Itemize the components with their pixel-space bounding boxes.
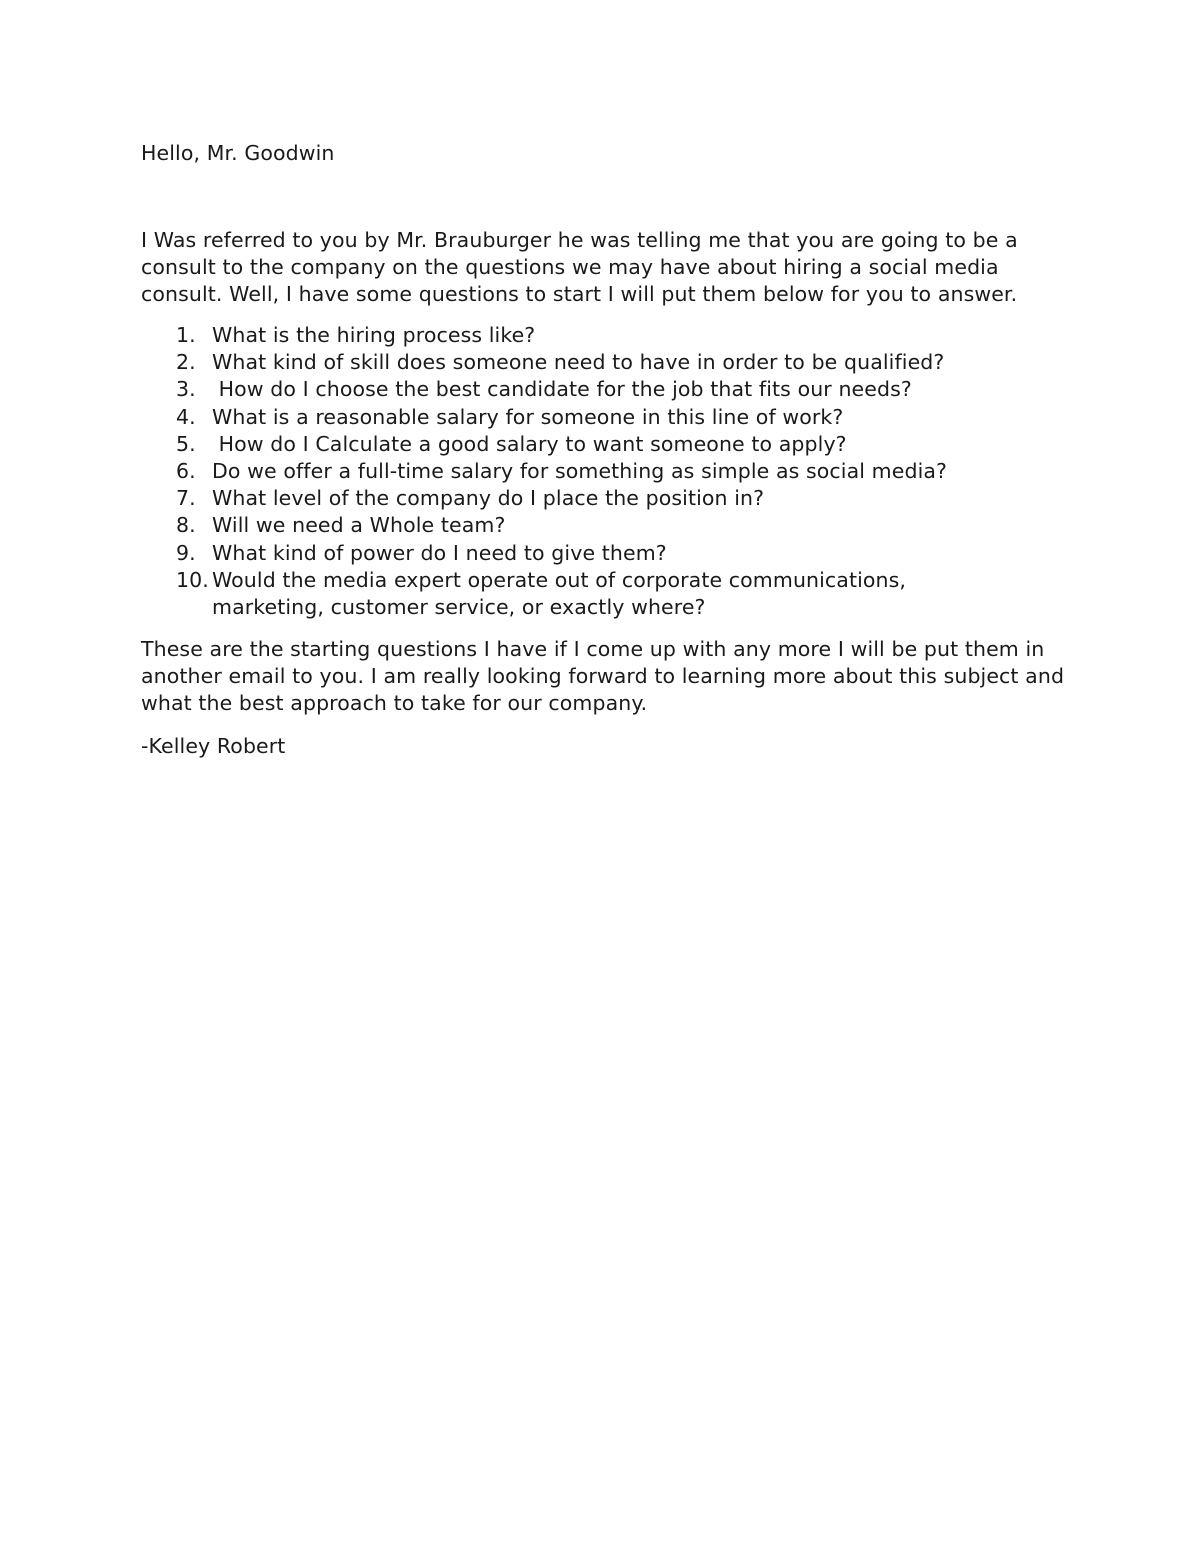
list-item-text: How do I choose the best candidate for the job that fits our needs? xyxy=(212,377,912,402)
list-item xyxy=(141,431,1071,458)
list-item-text: Will we need a Whole team? xyxy=(212,513,506,538)
list-item-text: What is the hiring process like? xyxy=(212,323,536,347)
list-item-text: What kind of skill does someone need to have in order to be qualified? xyxy=(212,350,945,375)
list-item xyxy=(141,404,1071,431)
list-item-text: Would the media expert operate out of corporate communications, marketing, customer service, or exactly where? xyxy=(212,567,907,620)
questions-list xyxy=(141,322,1071,621)
intro-paragraph: I Was referred to you by Mr. Brauburger he was telling me that you are going to be a consult to the company on the questions we may have about hiring a social media consult. Well, I have some questions to start I will put them below for you to answer. xyxy=(141,228,1018,306)
list-item xyxy=(141,485,1071,512)
list-item-number: 2. xyxy=(176,350,196,375)
list-item xyxy=(141,322,1071,349)
list-item xyxy=(141,458,1071,485)
list-item xyxy=(141,349,1071,376)
list-item-number: 6. xyxy=(176,459,196,484)
list-item xyxy=(141,540,1071,567)
list-item-text: How do I Calculate a good salary to want someone to apply? xyxy=(212,431,847,456)
list-item-number: 8. xyxy=(176,513,196,538)
list-item-number: 5. xyxy=(176,431,196,456)
list-item xyxy=(141,512,1071,539)
list-item-text: What is a reasonable salary for someone in this line of work? xyxy=(212,404,844,429)
list-item-number: 9. xyxy=(176,540,196,565)
greeting-line: Hello, Mr. Goodwin xyxy=(141,141,335,165)
list-item-number: 1. xyxy=(176,323,196,347)
list-item-number: 10. xyxy=(176,567,209,592)
list-item-number: 7. xyxy=(176,486,196,511)
list-item-number: 3. xyxy=(176,377,196,402)
list-item-text: What kind of power do I need to give them? xyxy=(212,540,667,565)
list-item-text: Do we offer a full-time salary for something as simple as social media? xyxy=(212,459,948,484)
list-item-number: 4. xyxy=(176,404,196,429)
closing-paragraph: These are the starting questions I have if I come up with any more I will be put them in another email to you. I am really looking forward to learning more about this subject and what the best approach to take for our company. xyxy=(141,637,1065,715)
list-item-text: What level of the company do I place the position in? xyxy=(212,486,765,511)
list-item xyxy=(141,376,1071,403)
list-item xyxy=(141,567,1071,621)
signature-line: -Kelley Robert xyxy=(141,734,286,758)
